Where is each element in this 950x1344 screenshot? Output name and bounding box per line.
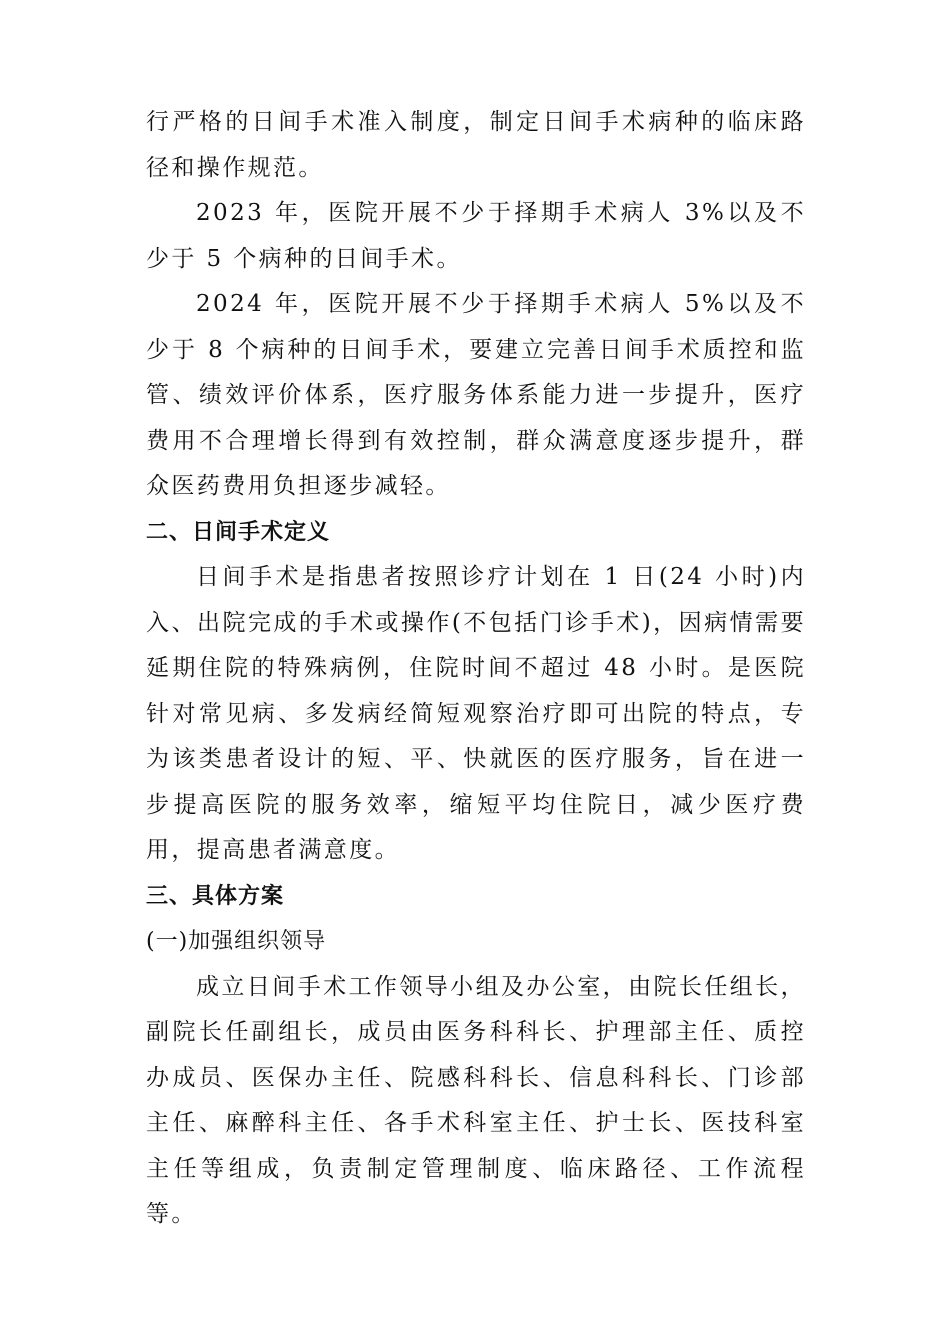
paragraph-2024-goal: 2024 年，医院开展不少于择期手术病人 5%以及不少于 8 个病种的日间手术，要建立完善日间手术质控和监管、绩效评价体系，医疗服务体系能力进一步提升，医疗费用不合理增长得到有效控制，群众满意度逐步提升，群众医药费用负担逐步减轻。 xyxy=(146,291,806,499)
paragraph-leadership-group: 成立日间手术工作领导小组及办公室，由院长任组长，副院长任副组长，成员由医务科科长、护理部主任、质控办成员、医保办主任、院感科科长、信息科科长、门诊部主任、麻醉科主任、各手术科室主任、护士长、医技科室主任等组成，负责制定管理制度、临床路径、工作流程等。 xyxy=(146,973,806,1227)
paragraph-admission-system: 行严格的日间手术准入制度，制定日间手术病种的临床路径和操作规范。 xyxy=(146,109,806,181)
section-heading-plan: 三、具体方案 xyxy=(146,883,285,909)
subsection-heading-leadership: (一)加强组织领导 xyxy=(146,929,327,954)
paragraph-definition: 日间手术是指患者按照诊疗计划在 1 日(24 小时)内入、出院完成的手术或操作(不包括门诊手术)，因病情需要延期住院的特殊病例，住院时间不超过 48 小时。是医院针对常见病、多发病经简短观察治疗即可出院的特点，专为该类患者设计的短、平、快就医的医疗服务，旨在进一步提高医院的服务效率，缩短平均住院日，减少医疗费用，提高患者满意度。 xyxy=(146,564,806,863)
document-body xyxy=(146,100,806,1238)
paragraph-2023-goal: 2023 年，医院开展不少于择期手术病人 3%以及不少于 5 个病种的日间手术。 xyxy=(146,200,806,272)
section-heading-definition: 二、日间手术定义 xyxy=(146,519,331,545)
